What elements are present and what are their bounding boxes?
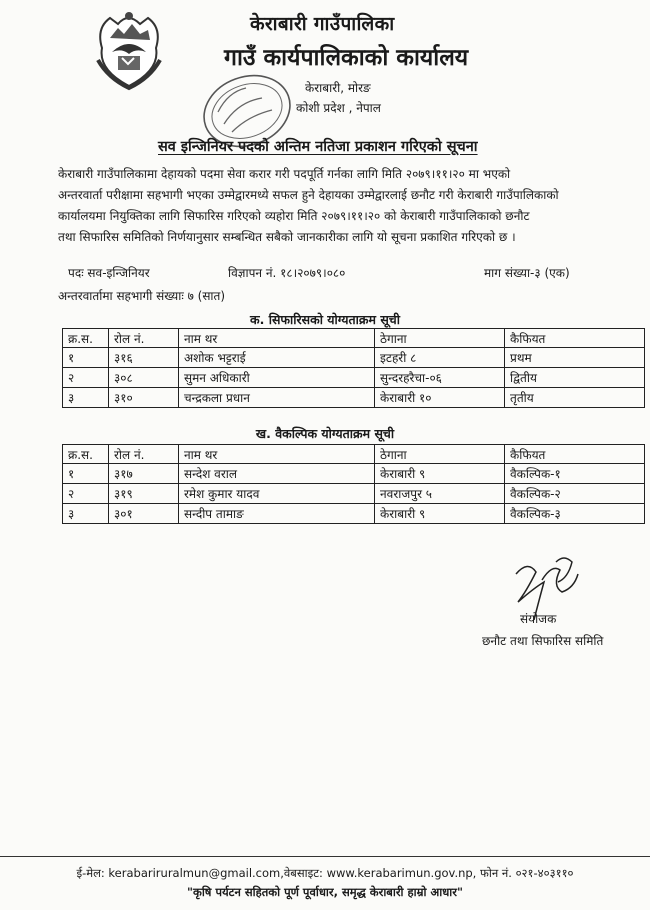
- notice-line: अन्तरवार्ता परीक्षामा सहभागी भएका उम्मेद्वारमध्ये सफल हुने देहायका उम्मेद्वारलाई छनौट गरी केराबारी गाउँपालिकाको: [58, 188, 559, 202]
- recommended-title: क. सिफारिसको योग्यताक्रम सूची: [250, 312, 400, 327]
- convener-label: संयोजक: [520, 612, 557, 626]
- cell-address: इटहरी ८: [375, 348, 505, 368]
- cell-sn: ३: [63, 504, 109, 524]
- cell-remarks: वैकल्पिक-३: [505, 504, 645, 524]
- col-sn: क्र.स.: [63, 445, 109, 464]
- participant-count: अन्तरवार्तामा सहभागी संख्याः ७ (सात): [58, 289, 226, 303]
- col-remarks: कैफियत: [505, 445, 645, 464]
- cell-remarks: प्रथम: [505, 348, 645, 368]
- notice-body: [58, 164, 636, 248]
- cell-roll: ३०८: [109, 368, 179, 388]
- cell-name: चन्द्रकला प्रधान: [179, 388, 375, 408]
- table-row: [63, 348, 645, 368]
- cell-name: सन्देश वराल: [179, 464, 375, 484]
- cell-address: केराबारी ९: [375, 464, 505, 484]
- col-address: ठेगाना: [375, 445, 505, 464]
- cell-name: रमेश कुमार यादव: [179, 484, 375, 504]
- table-row: [63, 504, 645, 524]
- table-row: [63, 484, 645, 504]
- cell-roll: ३१९: [109, 484, 179, 504]
- cell-roll: ३१६: [109, 348, 179, 368]
- cell-remarks: वैकल्पिक-२: [505, 484, 645, 504]
- cell-roll: ३१०: [109, 388, 179, 408]
- cell-address: केराबारी ९: [375, 504, 505, 524]
- col-roll: रोल नं.: [109, 329, 179, 348]
- col-remarks: कैफियत: [505, 329, 645, 348]
- cell-name: सन्दीप तामाङ: [179, 504, 375, 524]
- cell-roll: ३१७: [109, 464, 179, 484]
- cell-sn: १: [63, 348, 109, 368]
- nepal-emblem-icon: [88, 8, 170, 92]
- cell-name: अशोक भट्टराई: [179, 348, 375, 368]
- cell-remarks: वैकल्पिक-१: [505, 464, 645, 484]
- table-header-row: [63, 329, 645, 348]
- table-row: [63, 464, 645, 484]
- table-header-row: [63, 445, 645, 464]
- advert-number: विज्ञापन नं. १८।२०७९।०८०: [228, 266, 346, 280]
- cell-sn: १: [63, 464, 109, 484]
- notice-line: तथा सिफारिस समितिको निर्णयानुसार सम्बन्धित सबैको जानकारीका लागि यो सूचना प्रकाशित गरिएको छ ।: [58, 230, 516, 244]
- office-location: केराबारी, मोरङ: [305, 81, 371, 95]
- footer-contact: ई-मेल: kerabariruralmun@gmail.com,वेबसाइट: www.kerabarimun.gov.np, फोन नं. ०२१-४०३११०: [76, 866, 574, 880]
- cell-remarks: तृतीय: [505, 388, 645, 408]
- municipality-name: केराबारी गाउँपालिका: [250, 13, 395, 35]
- demand-count: माग संख्या-३ (एक): [484, 266, 570, 280]
- office-name: गाउँ कार्यपालिकाको कार्यालय: [224, 45, 469, 71]
- cell-name: सुमन अधिकारी: [179, 368, 375, 388]
- notice-line: केराबारी गाउँपालिकामा देहायको पदमा सेवा करार गरी पदपूर्ति गर्नका लागि मिति २०७९।११।२० मा भएको: [58, 167, 511, 181]
- cell-sn: २: [63, 368, 109, 388]
- committee-name: छनौट तथा सिफारिस समिति: [482, 634, 604, 648]
- cell-roll: ३०१: [109, 504, 179, 524]
- cell-address: नवराजपुर ५: [375, 484, 505, 504]
- col-name: नाम थर: [179, 445, 375, 464]
- col-address: ठेगाना: [375, 329, 505, 348]
- cell-address: केराबारी १०: [375, 388, 505, 408]
- table-row: [63, 388, 645, 408]
- cell-address: सुन्दरहरैचा-०६: [375, 368, 505, 388]
- col-roll: रोल नं.: [109, 445, 179, 464]
- alternate-table: [62, 444, 645, 524]
- notice-line: कार्यालयमा नियुक्तिका लागि सिफारिस गरिएको व्यहोरा मिति २०७९।११।२० को केराबारी गाउँपालिकाको छनौट: [58, 209, 530, 223]
- post-label: पदः सव-इन्जिनियर: [68, 266, 150, 280]
- col-sn: क्र.स.: [63, 329, 109, 348]
- cell-remarks: द्वितीय: [505, 368, 645, 388]
- notice-title: सव इन्जिनियर पदको अन्तिम नतिजा प्रकाशन गरिएको सूचना: [158, 139, 478, 155]
- cell-sn: २: [63, 484, 109, 504]
- footer-slogan: "कृषि पर्यटन सहितको पूर्ण पूर्वाधार, समृद्ध केराबारी हाम्रो आधार": [187, 885, 463, 899]
- alternate-title: ख. वैकल्पिक योग्यताक्रम सूची: [255, 426, 395, 441]
- col-name: नाम थर: [179, 329, 375, 348]
- cell-sn: ३: [63, 388, 109, 408]
- footer-divider: [0, 856, 650, 857]
- table-row: [63, 368, 645, 388]
- office-province: कोशी प्रदेश , नेपाल: [296, 101, 381, 115]
- recommended-table: [62, 328, 645, 408]
